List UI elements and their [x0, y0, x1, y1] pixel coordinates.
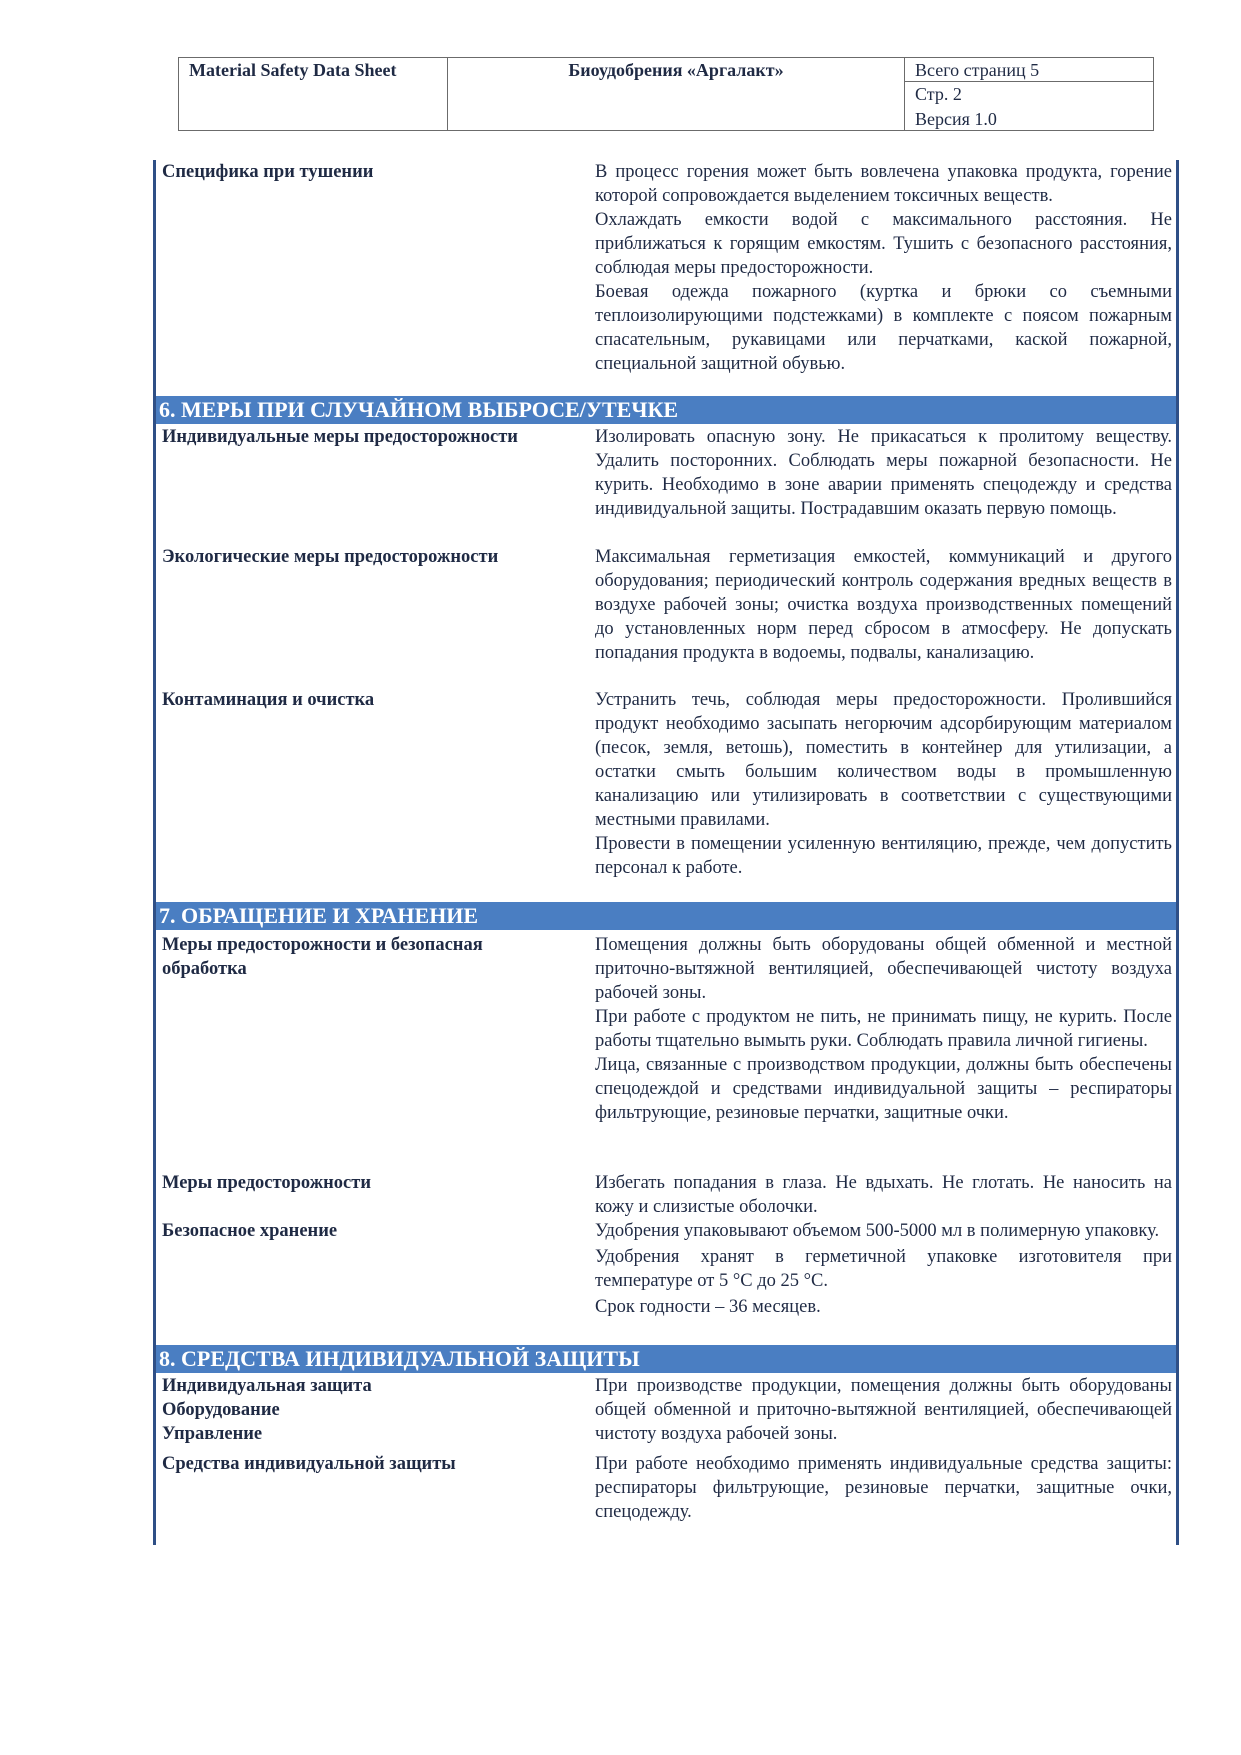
row-label — [162, 1374, 582, 1446]
paragraph: При производстве продукции, помещения должны быть оборудованы общей обменной и приточно-вытяжной вентиляцией, обеспечивающей чистоту воздуха рабочей зоны. — [595, 1376, 1172, 1444]
header-doc-type: Material Safety Data Sheet — [189, 60, 397, 80]
paragraph: Провести в помещении усиленную вентиляцию, прежде, чем допустить персонал к работе. — [595, 834, 1172, 878]
row-value — [595, 1219, 1172, 1319]
paragraph: Удобрения хранят в герметичной упаковке изготовителя при температуре от 5 °С до 25 °С. — [595, 1247, 1172, 1291]
paragraph: При работе с продуктом не пить, не принимать пищу, не курить. После работы тщательно вымыть руки. Соблюдать правила личной гигиены. — [595, 1007, 1172, 1051]
row-label: Экологические меры предосторожности — [162, 547, 499, 567]
paragraph: Боевая одежда пожарного (куртка и брюки со съемными теплоизолирующими подстежками) в комплекте с поясом пожарным спасательным, рукавицами или перчатками, каской пожарной, специальной защитной обувью. — [595, 282, 1172, 374]
paragraph: Срок годности – 36 месяцев. — [595, 1297, 821, 1317]
row-label: Меры предосторожности — [162, 1173, 371, 1193]
header-pages-total: Всего страниц 5 — [915, 60, 1040, 80]
row-label-line: Управление — [162, 1424, 263, 1444]
paragraph: В процесс горения может быть вовлечена упаковка продукта, горение которой сопровождается выделением токсичных веществ. — [595, 162, 1172, 206]
header-product: Биоудобрения «Аргалакт» — [568, 60, 784, 80]
paragraph: Избегать попадания в глаза. Не вдыхать. Не глотать. Не наносить на кожу и слизистые оболочки. — [595, 1173, 1172, 1217]
header-pages-cell — [905, 58, 1153, 130]
section-6-heading: 6. МЕРЫ ПРИ СЛУЧАЙНОМ ВЫБРОСЕ/УТЕЧКЕ — [156, 396, 1176, 424]
row-label-line: Оборудование — [162, 1400, 280, 1420]
paragraph: При работе необходимо применять индивидуальные средства защиты: респираторы фильтрующие, резиновые перчатки, защитные очки, спецодежду. — [595, 1454, 1172, 1522]
section-7-heading: 7. ОБРАЩЕНИЕ И ХРАНЕНИЕ — [156, 902, 1176, 930]
row-label: Меры предосторожности и безопасная обработка — [162, 935, 483, 979]
paragraph: Удобрения упаковывают объемом 500-5000 мл в полимерную упаковку. — [595, 1221, 1160, 1241]
row-label: Средства индивидуальной защиты — [162, 1454, 456, 1474]
row-label-line: Индивидуальная защита — [162, 1376, 372, 1396]
paragraph: Помещения должны быть оборудованы общей обменной и местной приточно-вытяжной вентиляцией, обеспечивающей чистоту воздуха рабочей зоны. — [595, 935, 1172, 1003]
row-value — [595, 1374, 1172, 1446]
header-table — [178, 57, 1154, 131]
paragraph: Изолировать опасную зону. Не прикасаться к пролитому веществу. Удалить посторонних. Соблюдать меры пожарной безопасности. Не курить. Необходимо в зоне аварии применять спецодежду и средства индивидуальной защиты. Пострадавшим оказать первую помощь. — [595, 427, 1172, 519]
paragraph: Максимальная герметизация емкостей, коммуникаций и другого оборудования; периодический контроль содержания вредных веществ в воздухе рабочей зоны; очистка воздуха производственных помещений до установленных норм перед сбросом в атмосферу. Не допускать попадания продукта в водоемы, подвалы, канализацию. — [595, 547, 1172, 663]
header-page-number: Стр. 2 — [915, 84, 962, 104]
paragraph: Лица, связанные с производством продукции, должны быть обеспечены спецодеждой и средствами индивидуальной защиты – респираторы фильтрующие, резиновые перчатки, защитные очки. — [595, 1055, 1172, 1123]
row-label: Индивидуальные меры предосторожности — [162, 427, 518, 447]
paragraph: Охлаждать емкости водой с максимального расстояния. Не приближаться к горящим емкостям. Тушить с безопасного расстояния, соблюдая меры предосторожности. — [595, 210, 1172, 278]
header-version: Версия 1.0 — [915, 109, 997, 129]
row-label: Специфика при тушении — [162, 162, 374, 182]
row-value — [595, 1171, 1172, 1219]
header-product-cell — [448, 58, 905, 130]
row-label: Безопасное хранение — [162, 1221, 338, 1241]
paragraph: Устранить течь, соблюдая меры предосторожности. Пролившийся продукт необходимо засыпать негорючим адсорбирующим материалом (песок, земля, ветошь), поместить в контейнер для утилизации, а остатки смыть большим количеством воды в промышленную канализацию или утилизировать в соответствии с существующими местными правилами. — [595, 690, 1172, 830]
row-value — [595, 160, 1172, 376]
row-label: Контаминация и очистка — [162, 690, 375, 710]
header-doc-type-cell — [179, 58, 448, 130]
row-value — [595, 545, 1172, 665]
section-8-heading: 8. СРЕДСТВА ИНДИВИДУАЛЬНОЙ ЗАЩИТЫ — [156, 1345, 1176, 1373]
document-body — [153, 160, 1179, 1545]
row-value — [595, 933, 1172, 1125]
row-value — [595, 1452, 1172, 1524]
row-value — [595, 425, 1172, 521]
row-value — [595, 688, 1172, 880]
